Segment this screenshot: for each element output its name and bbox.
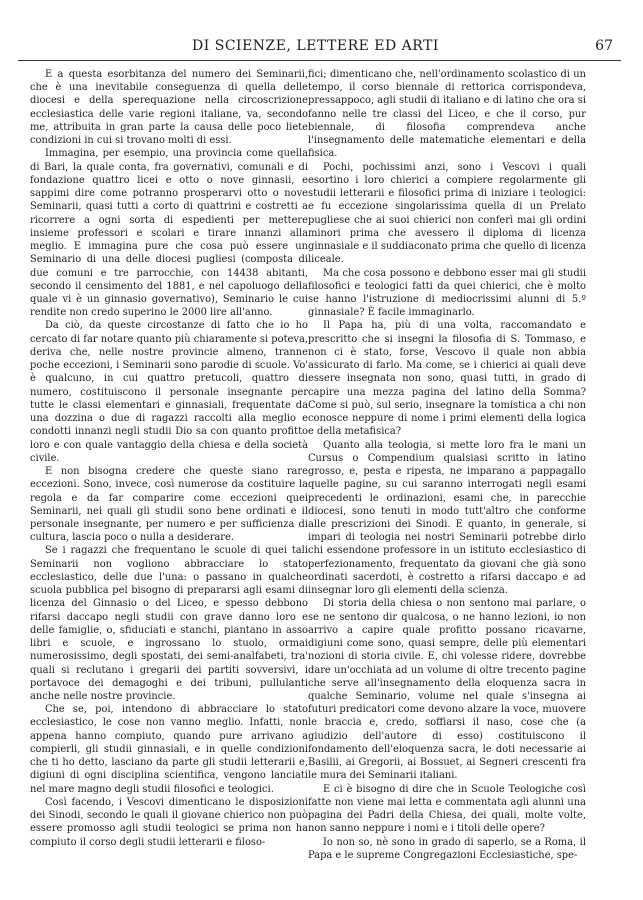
right-column xyxy=(308,68,586,862)
running-title: DI SCIENZE, LETTERE ED ARTI xyxy=(192,38,439,54)
left-column xyxy=(30,68,308,849)
paragraph: Che se, poi, intendono di abbracciare lo stato ecclesiastico, le cose non vanno meglio. Infatti, non appena hanno compiuto, quando pure arrivano a compierli, gli studii ginnasiali, e in quelle condizioni che ti ho detto, lasciano da parte gli studii letterarii e, digiuni di ogni disciplina scientifica, vengono lanciati nel mare magno degli studii filosofici e teologici. xyxy=(30,704,308,795)
paragraph-continued: fici; dimenticano che, nell'ordinamento scolastico di un tempo, il corso biennale di rettorica corrispondeva, pressappoco, agli studii di italiano e di latino che ora si fanno nelle tre classi del Liceo, e che il corso, pur biennale, di filosofia comprendeva anche l'insegnamento delle matematiche elementari e della fisica. xyxy=(308,69,586,160)
header-rule xyxy=(18,60,621,61)
paragraph: E non bisogna credere che queste siano rare eccezioni. Sono, invece, così numerose da costituire la regola e da far comparire come eccezioni quei Seminarii, nei quali gli studii sono bene ordinati e il personale insegnante, per numero e per sufficienza di cultura, lascia poco o nulla a desiderare. xyxy=(30,466,308,544)
paragraph: Da ciò, da queste circostanze di fatto che io ho cercato di far notare quanto più chiaramente si poteva, deriva che, nelle nostre provincie almeno, tranne poche eccezioni, i Seminarii sono parodie di scuole. Vo' è qualcuno, in cui quattro pretucoli, quattro di numero, costituiscono il personale insegnante per tutte le classi elementari e ginnasiali, frequentate da una dozzina o due di ragazzi raccolti alla meglio e condotti innanzi negli studii Dio sa con quanto profitto loro e con quale vantaggio della chiesa e della società civile. xyxy=(30,320,308,464)
page-header xyxy=(18,38,613,60)
paragraph: Ma che cosa possono e debbono esser mai gli studii filosofici e teologici fatti da quei chierici, che è molto se hanno l'istruzione di mediocrissimi alunni di 5.º ginnasiale? È facile immaginarlo. xyxy=(308,267,586,319)
paragraph: Immagina, per esempio, una provincia come quella di Bari, la quale conta, fra governativi, comunali e di fondazione quattro licei e otto o nove ginnasii, e sappimi dire come potranno prosperarvi otto o nove Seminarii, quasi tutti a corto di quattrini e costretti a ricorrere a ogni sorta di espedienti per mettere insieme professori e scolari e tirare innanzi alla meglio. E immagina pure che cosa può essere un Seminario di una delle diocesi pugliesi (composta di due comuni e tre parrocchie, con 14438 abitanti, secondo il censimento del 1881, e nel capoluogo della quale vi è un ginnasio governativo), Seminario le cui rendite non credo superino le 2000 lire all'anno. xyxy=(30,148,308,319)
paragraph: Io non so, nè sono in grado di saperlo, se a Roma, il Papa e le supreme Congregazioni Ecclesiastiche, spe- xyxy=(308,836,586,861)
page-number: 67 xyxy=(595,38,613,54)
paragraph: Pochi, pochissimi anzi, sono i Vescovi i quali esortino i loro chierici a compiere regolarmente gli studii letterarii e filosofici prima di iniziare i teologici: e fu eccezione singolarissima quella di un Prelato pugliese che ai suoi chierici non conferì mai gli ordini minori prima che avessero il diploma di licenza ginnasiale e il suddiaconato prima che quello di licenza liceale. xyxy=(308,161,586,266)
paragraph: Se i ragazzi che frequentano le scuole di quei tali Seminarii non vogliono abbracciare lo stato ecclesiastico, delle due l'una: o passano in qualche scuola pubblica pel bisogno di prepararsi agli esami di licenza del Ginnasio o del Liceo, e spesso debbono rifarsi daccapo negli studii con grave danno loro e delle famiglie, o, sfiduciati e stanchi, piantano in asso libri e scuole, e ingrossano lo stuolo, ormai numerosissimo, degli spostati, dei semi-analfabeti, tra' quali si reclutano i gregarii dei partiti sovversivi, i portavoce dei demagoghi e dei tribuni, pullulanti anche nelle nostre provincie. xyxy=(30,545,308,703)
paragraph: Così facendo, i Vescovi dimenticano le disposizioni dei Sinodi, secondo le quali il giovane chierico non può essere promosso agli studii teologici se prima non ha compiuto il corso degli studii letterarii e filoso- xyxy=(30,796,308,848)
paragraph: E ci è bisogno di dire che in Scuole Teologiche così fatte non viene mai letta e commentata agli alunni una pagina dei Padri della Chiesa, dei quali, molte volte, non sanno neppure i nomi e i titoli delle opere? xyxy=(308,783,586,835)
paragraph: Il Papa ha, più di una volta, raccomandato e prescritto che si insegni la filosofia di S. Tommaso, e non ci è stato, forse, Vescovo il quale non abbia assicurato di farlo. Ma come, se i chierici ai quali deve essere insegnata non sono, quasi tutti, in grado di capire una mezza pagina del latino della Somma? Come si può, sul serio, insegnare la tomistica a chi non conosce neppure di nome i primi elementi della logica e della metafisica? xyxy=(308,320,586,438)
paragraph: Di storia della chiesa o non sentono mai parlare, o se ne sentono dir qualcosa, o ne hanno lezioni, io non arrivo a capire quale profitto possano ricavarne, digiuni come sono, quasi sempre, delle più elementari nozioni di storia civile. E, chi volesse ridere, dovrebbe dare un'occhiata ad un volume di oltre trecento pagine che serve all'insegnamento della eloquenza sacra in qualche Seminario, volume nel quale s'insegna ai futuri predicatori come devono alzare la voce, muovere le braccia e, credo, soffiarsi il naso, cose che (a giudizio dell'autore di esso) costituiscono il fondamento dell'eloquenza sacra, le doti necessarie ai Basilii, ai Gregorii, ai Bossuet, ai Segneri crescenti fra le mura dei Seminarii italiani. xyxy=(308,598,586,782)
paragraph: E a questa esorbitanza del numero dei Seminarii, che è una inevitabile conseguenza di quella delle diocesi e della sperequazione nella circoscrizione ecclesiastica delle varie regioni italiane, va, secondo me, attribuita in gran parte la causa delle poco liete condizioni in cui si trovano molti di essi. xyxy=(30,69,308,147)
paragraph: Quanto alla teologia, si mette loro fra le mani un Cursus o Compendium qualsiasi scritto in latino grosso, e, pesta e ripesta, ne imparano a pappagallo quelle pagine, su cui saranno interrogati negli esami precedenti le ordinazioni, esami che, in parecchie diocesi, sono tenuti in modo tutt'altro che conforme alle prescrizioni dei Sinodi. E quanto, in generale, si impari di teologia nei nostri Seminarii potrebbe dirlo chi essendone professore in un istituto ecclesiastico di perfezionamento, frequentato da giovani che già sono ordinati sacerdoti, è costretto a rifarsi daccapo e ad insegnar loro gli elementi della scienza. xyxy=(308,439,586,597)
